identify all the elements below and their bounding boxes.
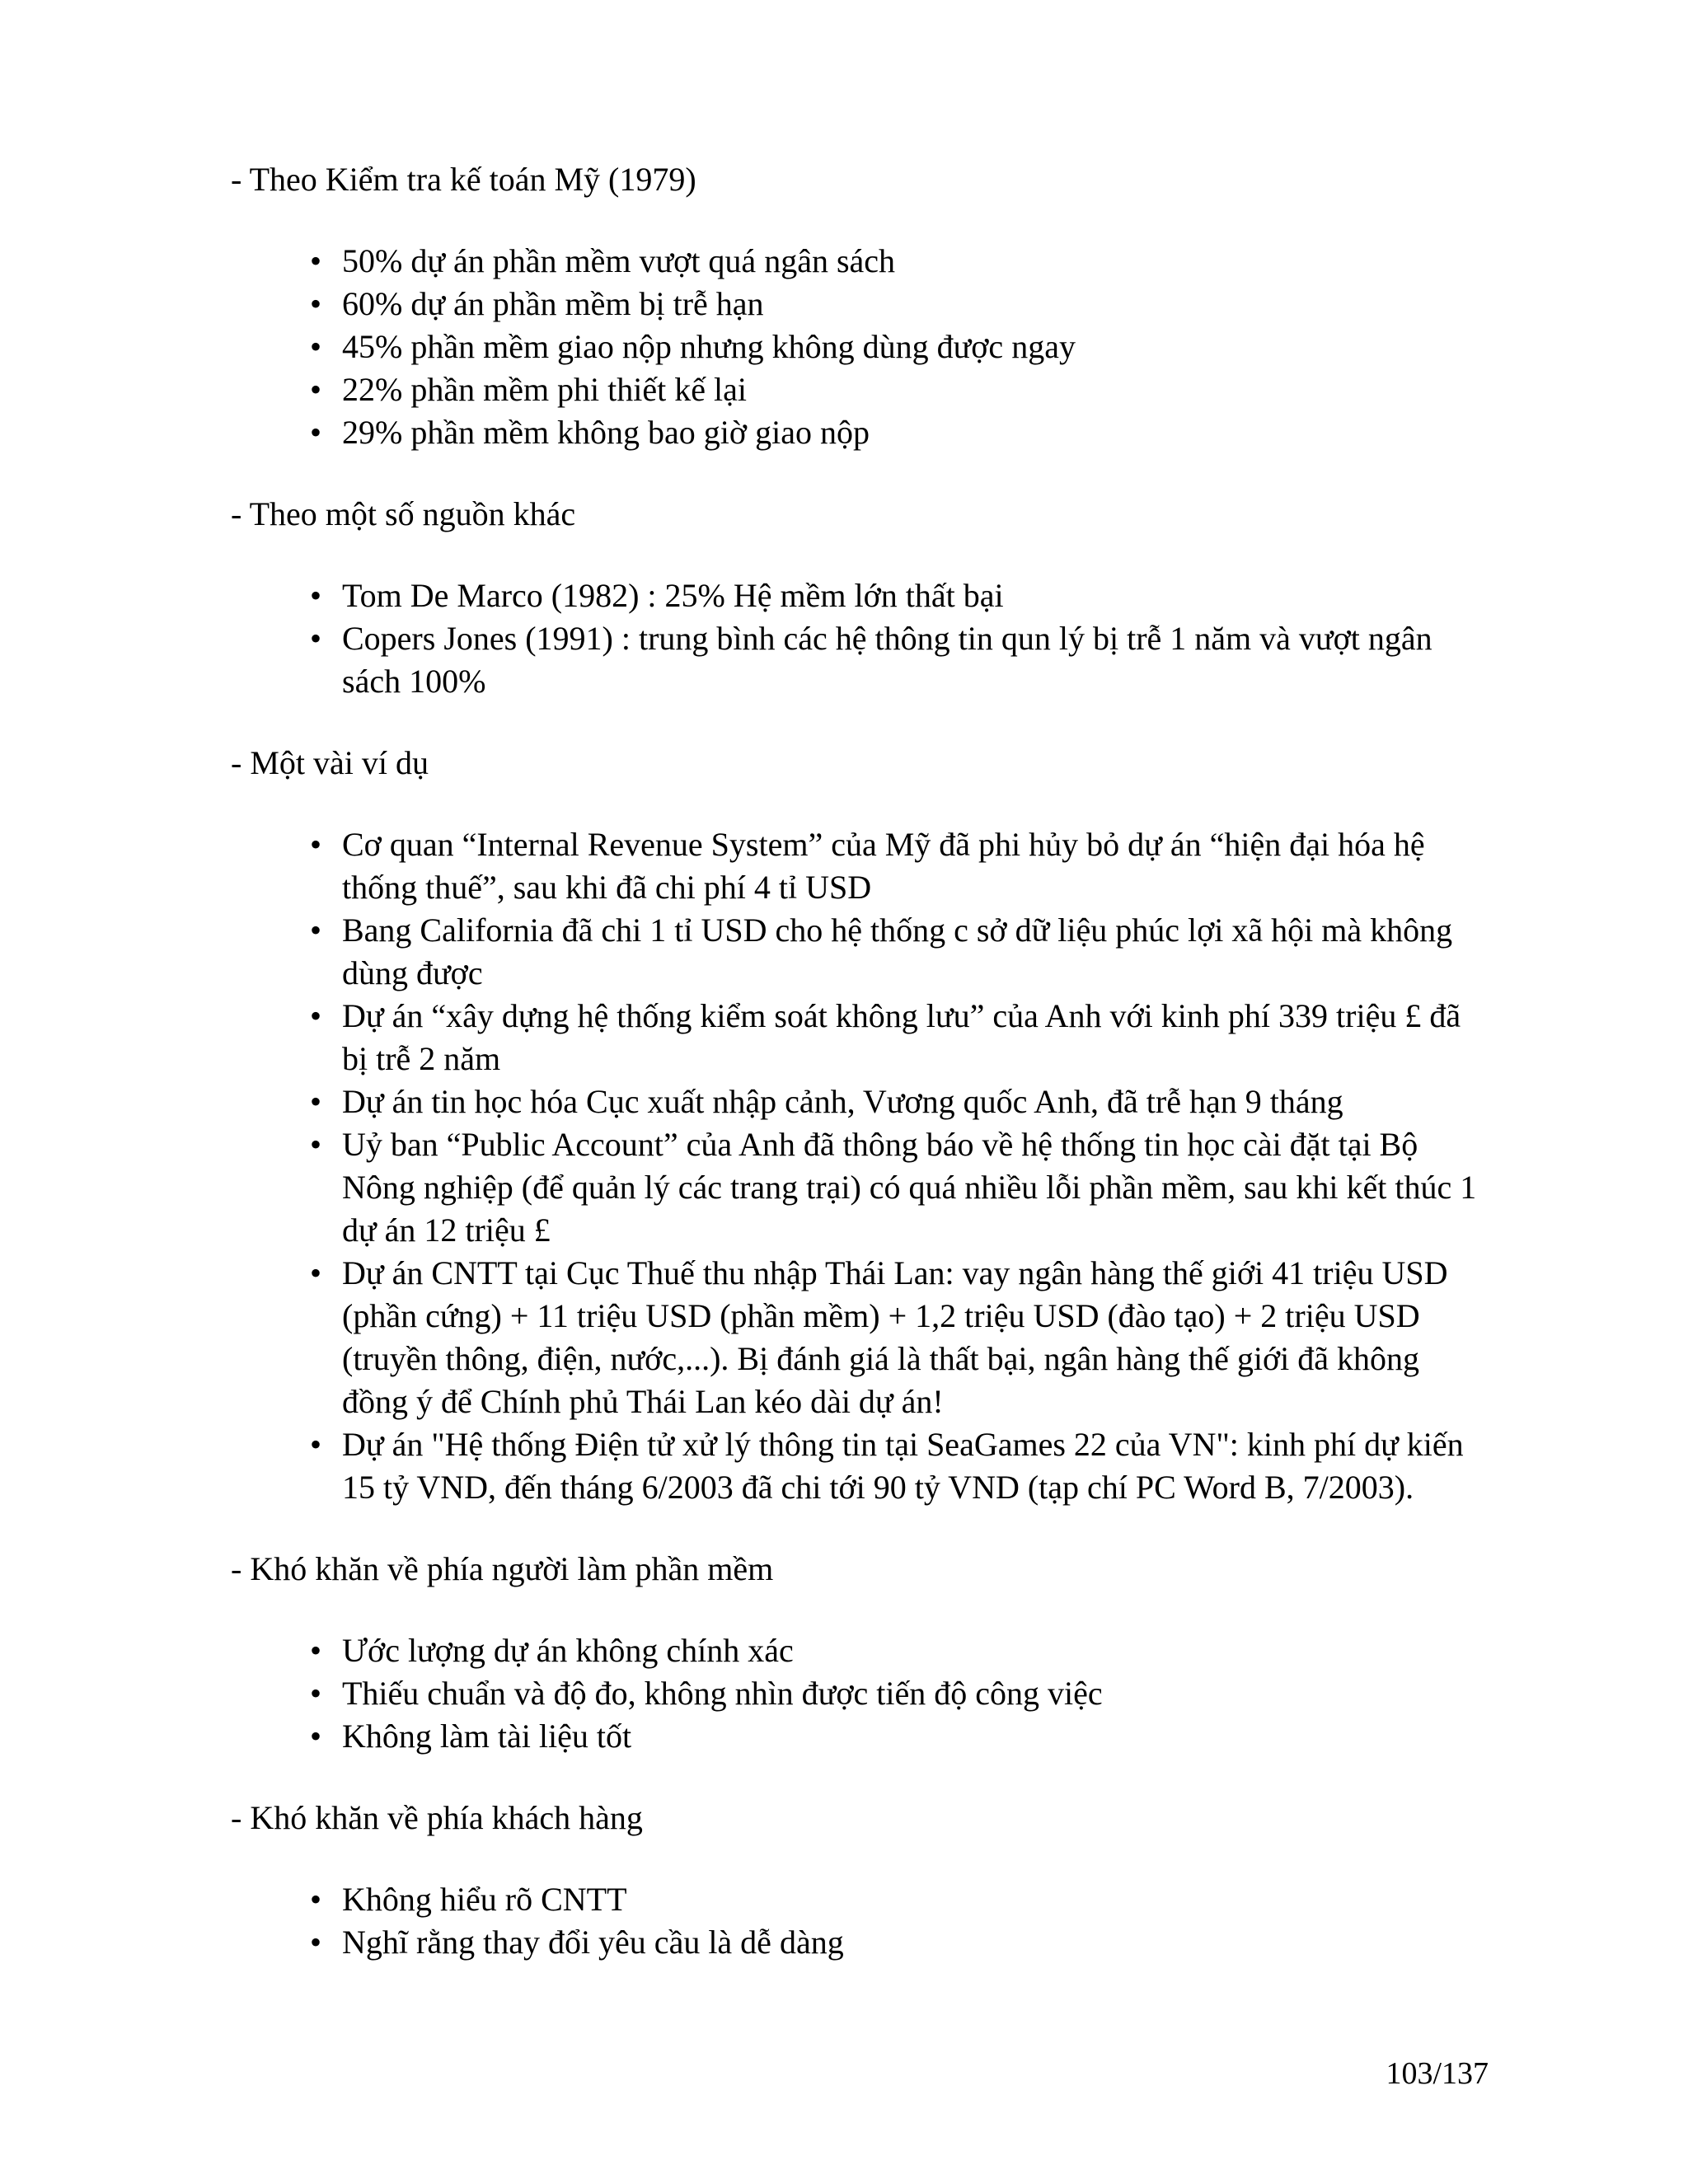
bullet-icon: • [310,1632,322,1669]
list-item: • Thiếu chuẩn và độ đo, không nhìn được tiến độ công việc [231,1672,1484,1715]
list-item: • Bang California đã chi 1 tỉ USD cho hệ thống c sở dữ liệu phúc lợi xã hội mà không dùng được [231,909,1484,995]
list-item: • 22% phần mềm phi thiết kế lại [231,368,1484,411]
bullet-icon: • [310,285,322,322]
bullet-icon: • [310,1426,322,1463]
bullet-list-customer-difficulties [231,1878,1484,1964]
list-item: • Dự án tin học hóa Cục xuất nhập cảnh, Vương quốc Anh, đã trễ hạn 9 tháng [231,1080,1484,1123]
list-item: • Tom De Marco (1982) : 25% Hệ mềm lớn thất bại [231,574,1484,617]
bullet-icon: • [310,242,322,279]
bullet-icon: • [310,1675,322,1712]
section-heading-other-sources: - Theo một số nguồn khác [231,495,576,532]
bullet-icon: • [310,826,322,863]
section-heading-customer-difficulties: - Khó khăn về phía khách hàng [231,1799,643,1836]
bullet-icon: • [310,1254,322,1291]
bullet-list-us-audit [231,240,1484,454]
list-item: • 45% phần mềm giao nộp nhưng không dùng được ngay [231,326,1484,368]
bullet-icon: • [310,912,322,949]
bullet-icon: • [310,1083,322,1120]
list-item: • Ước lượng dự án không chính xác [231,1629,1484,1672]
page-number: 103/137 [1386,2056,1489,2091]
list-item: • 29% phần mềm không bao giờ giao nộp [231,411,1484,454]
list-item: • Dự án CNTT tại Cục Thuế thu nhập Thái Lan: vay ngân hàng thế giới 41 triệu USD (phần cứng) + 11 triệu USD (phần mềm) + 1,2 triệu USD (đào tạo) + 2 triệu USD (truyền thông, điện, nước,...). Bị đánh giá là thất bại, ngân hàng thế giới đã không đồng ý để Chính phủ Thái Lan kéo dài dự án! [231,1252,1484,1423]
bullet-list-developer-difficulties [231,1629,1484,1758]
list-item: • Uỷ ban “Public Account” của Anh đã thông báo về hệ thống tin học cài đặt tại Bộ Nông nghiệp (để quản lý các trang trại) có quá nhiều lỗi phần mềm, sau khi kết thúc 1 dự án 12 triệu £ [231,1123,1484,1252]
list-item: • Không hiểu rõ CNTT [231,1878,1484,1921]
bullet-icon: • [310,1881,322,1918]
bullet-icon: • [310,620,322,657]
list-item: • 50% dự án phần mềm vượt quá ngân sách [231,240,1484,283]
list-item: • Copers Jones (1991) : trung bình các hệ thông tin qun lý bị trễ 1 năm và vượt ngân sách 100% [231,617,1484,703]
bullet-icon: • [310,371,322,408]
section-heading-developer-difficulties: - Khó khăn về phía người làm phần mềm [231,1550,774,1587]
list-item: • Dự án "Hệ thống Điện tử xử lý thông tin tại SeaGames 22 của VN": kinh phí dự kiến 15 tỷ VND, đến tháng 6/2003 đã chi tới 90 tỷ VND (tạp chí PC Word B, 7/2003). [231,1423,1484,1509]
list-item: • Dự án “xây dựng hệ thống kiểm soát không lưu” của Anh với kinh phí 339 triệu £ đã bị trễ 2 năm [231,995,1484,1080]
section-heading-examples: - Một vài ví dụ [231,744,429,781]
list-item: • 60% dự án phần mềm bị trễ hạn [231,283,1484,326]
list-item: • Nghĩ rằng thay đổi yêu cầu là dễ dàng [231,1921,1484,1964]
list-item: • Không làm tài liệu tốt [231,1715,1484,1758]
bullet-icon: • [310,1718,322,1755]
bullet-list-other-sources [231,574,1484,703]
bullet-icon: • [310,328,322,365]
bullet-icon: • [310,577,322,614]
bullet-icon: • [310,1924,322,1961]
bullet-icon: • [310,414,322,451]
section-heading-us-audit: - Theo Kiểm tra kế toán Mỹ (1979) [231,161,696,198]
bullet-list-examples [231,823,1484,1509]
list-item: • Cơ quan “Internal Revenue System” của Mỹ đã phi hủy bỏ dự án “hiện đại hóa hệ thống thuế”, sau khi đã chi phí 4 tỉ USD [231,823,1484,909]
bullet-icon: • [310,997,322,1034]
page-content [231,158,1484,2003]
bullet-icon: • [310,1126,322,1163]
